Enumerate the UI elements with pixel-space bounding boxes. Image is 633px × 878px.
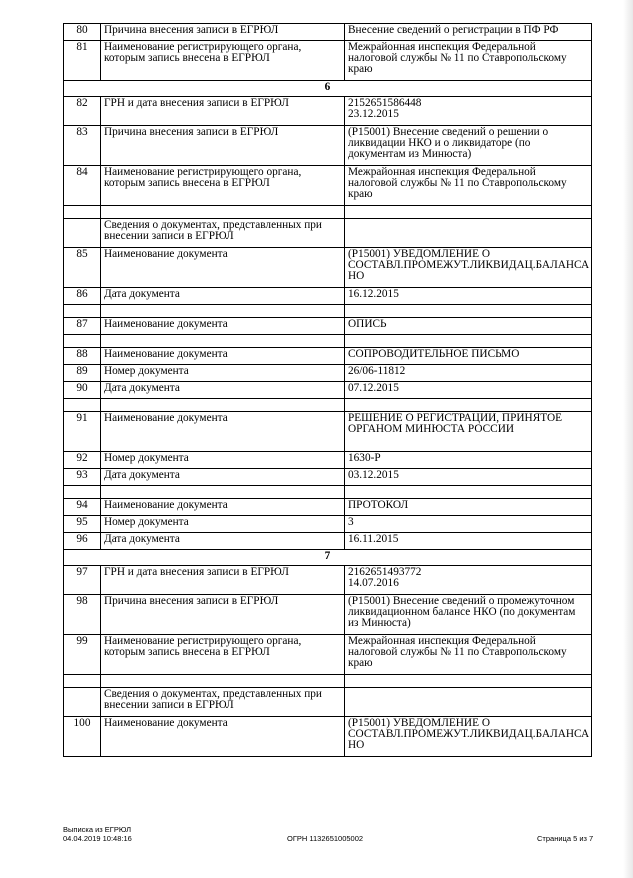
- section-header-row: [64, 550, 592, 566]
- field-label-cell: Дата документа: [101, 382, 345, 399]
- row-number-cell: 100: [64, 717, 101, 757]
- field-label-cell: Номер документа: [101, 365, 345, 382]
- field-value-cell: Межрайонная инспекция Федеральной налоговой службы № 11 по Ставропольскому краю: [345, 41, 592, 81]
- table-row: [64, 318, 592, 335]
- field-value-cell: 1630-Р: [345, 452, 592, 469]
- table-row: [64, 566, 592, 595]
- field-label-cell: Номер документа: [101, 516, 345, 533]
- spacer-cell: [101, 335, 345, 348]
- row-number-cell: 98: [64, 595, 101, 635]
- field-value-cell: 2162651493772 14.07.2016: [345, 566, 592, 595]
- field-label-cell: Дата документа: [101, 469, 345, 486]
- footer-ogrn: ОГРН 1132651005002: [287, 834, 364, 843]
- field-value-cell: (Р15001) Внесение сведений о промежуточном ликвидационном балансе НКО (по документам из Минюста): [345, 595, 592, 635]
- field-value-cell: Межрайонная инспекция Федеральной налоговой службы № 11 по Ставропольскому краю: [345, 635, 592, 675]
- spacer-cell: [345, 335, 592, 348]
- spacer-row: [64, 486, 592, 499]
- spacer-row: [64, 305, 592, 318]
- row-number-cell: 87: [64, 318, 101, 335]
- row-number-cell: 94: [64, 499, 101, 516]
- table-row: [64, 166, 592, 206]
- spacer-cell: [64, 675, 101, 688]
- table-row: [64, 348, 592, 365]
- spacer-row: [64, 399, 592, 412]
- field-value-cell: 16.12.2015: [345, 288, 592, 305]
- field-value-cell: Межрайонная инспекция Федеральной налоговой службы № 11 по Ставропольскому краю: [345, 166, 592, 206]
- table-row: [64, 499, 592, 516]
- row-number-cell: [64, 219, 101, 248]
- field-value-cell: 07.12.2015: [345, 382, 592, 399]
- spacer-cell: [101, 399, 345, 412]
- field-label-cell: Наименование документа: [101, 717, 345, 757]
- field-label-cell: Причина внесения записи в ЕГРЮЛ: [101, 126, 345, 166]
- row-number-cell: [64, 688, 101, 717]
- field-label-cell: Наименование регистрирующего органа, которым запись внесена в ЕГРЮЛ: [101, 635, 345, 675]
- field-label-cell: Номер документа: [101, 452, 345, 469]
- table-row: [64, 365, 592, 382]
- table-row: [64, 126, 592, 166]
- footer-page-number: Страница 5 из 7: [537, 834, 594, 843]
- table-row: [64, 382, 592, 399]
- field-label-cell: Дата документа: [101, 533, 345, 550]
- field-value-cell: 26/06-11812: [345, 365, 592, 382]
- row-number-cell: 82: [64, 97, 101, 126]
- field-label-cell: Наименование документа: [101, 412, 345, 452]
- table-row: [64, 452, 592, 469]
- spacer-row: [64, 335, 592, 348]
- row-number-cell: 96: [64, 533, 101, 550]
- field-label-cell: Сведения о документах, представленных при внесении записи в ЕГРЮЛ: [101, 688, 345, 717]
- row-number-cell: 93: [64, 469, 101, 486]
- spacer-cell: [345, 675, 592, 688]
- field-label-cell: Причина внесения записи в ЕГРЮЛ: [101, 595, 345, 635]
- spacer-cell: [64, 305, 101, 318]
- field-label-cell: Причина внесения записи в ЕГРЮЛ: [101, 24, 345, 41]
- field-value-cell: 16.11.2015: [345, 533, 592, 550]
- field-value-cell: 03.12.2015: [345, 469, 592, 486]
- row-number-cell: 84: [64, 166, 101, 206]
- table-row: [64, 219, 592, 248]
- page-edge-shadow: [623, 0, 633, 878]
- field-label-cell: Наименование регистрирующего органа, которым запись внесена в ЕГРЮЛ: [101, 41, 345, 81]
- table-row: [64, 24, 592, 41]
- footer-document-info: [63, 825, 132, 843]
- footer-document-name: Выписка из ЕГРЮЛ: [63, 825, 132, 834]
- spacer-cell: [101, 675, 345, 688]
- footer-timestamp: 04.04.2019 10:48:16: [63, 834, 132, 843]
- section-header-row: [64, 81, 592, 97]
- field-label-cell: Сведения о документах, представленных при внесении записи в ЕГРЮЛ: [101, 219, 345, 248]
- field-label-cell: Наименование документа: [101, 348, 345, 365]
- section-number: 6: [64, 81, 592, 97]
- table-row: [64, 248, 592, 288]
- field-label-cell: Наименование документа: [101, 248, 345, 288]
- row-number-cell: 92: [64, 452, 101, 469]
- field-value-cell: [345, 688, 592, 717]
- row-number-cell: 80: [64, 24, 101, 41]
- egrul-extract-table: [63, 23, 592, 757]
- field-value-cell: ОПИСЬ: [345, 318, 592, 335]
- spacer-cell: [101, 305, 345, 318]
- spacer-cell: [345, 206, 592, 219]
- table-row: [64, 516, 592, 533]
- spacer-cell: [101, 486, 345, 499]
- field-value-cell: (Р15001) УВЕДОМЛЕНИЕ О СОСТАВЛ.ПРОМЕЖУТ.ЛИКВИДАЦ.БАЛАНСА НО: [345, 717, 592, 757]
- table-row: [64, 533, 592, 550]
- spacer-cell: [64, 486, 101, 499]
- field-value-cell: [345, 219, 592, 248]
- spacer-cell: [64, 399, 101, 412]
- field-label-cell: Наименование регистрирующего органа, которым запись внесена в ЕГРЮЛ: [101, 166, 345, 206]
- spacer-cell: [101, 206, 345, 219]
- field-label-cell: Дата документа: [101, 288, 345, 305]
- spacer-cell: [64, 206, 101, 219]
- table-row: [64, 412, 592, 452]
- field-value-cell: 3: [345, 516, 592, 533]
- row-number-cell: 95: [64, 516, 101, 533]
- row-number-cell: 85: [64, 248, 101, 288]
- field-label-cell: Наименование документа: [101, 318, 345, 335]
- table-row: [64, 595, 592, 635]
- row-number-cell: 99: [64, 635, 101, 675]
- table-row: [64, 41, 592, 81]
- row-number-cell: 97: [64, 566, 101, 595]
- spacer-row: [64, 675, 592, 688]
- field-value-cell: (Р15001) Внесение сведений о решении о ликвидации НКО и о ликвидаторе (по документам из Минюста): [345, 126, 592, 166]
- field-value-cell: (Р15001) УВЕДОМЛЕНИЕ О СОСТАВЛ.ПРОМЕЖУТ.ЛИКВИДАЦ.БАЛАНСА НО: [345, 248, 592, 288]
- table-row: [64, 288, 592, 305]
- spacer-row: [64, 206, 592, 219]
- field-label-cell: ГРН и дата внесения записи в ЕГРЮЛ: [101, 97, 345, 126]
- row-number-cell: 83: [64, 126, 101, 166]
- row-number-cell: 88: [64, 348, 101, 365]
- field-label-cell: Наименование документа: [101, 499, 345, 516]
- row-number-cell: 81: [64, 41, 101, 81]
- spacer-cell: [345, 486, 592, 499]
- table-row: [64, 635, 592, 675]
- field-value-cell: РЕШЕНИЕ О РЕГИСТРАЦИИ, ПРИНЯТОЕ ОРГАНОМ МИНЮСТА РОССИИ: [345, 412, 592, 452]
- table-row: [64, 688, 592, 717]
- row-number-cell: 89: [64, 365, 101, 382]
- table-row: [64, 717, 592, 757]
- row-number-cell: 86: [64, 288, 101, 305]
- spacer-cell: [345, 399, 592, 412]
- spacer-cell: [345, 305, 592, 318]
- field-value-cell: 2152651586448 23.12.2015: [345, 97, 592, 126]
- field-value-cell: ПРОТОКОЛ: [345, 499, 592, 516]
- spacer-cell: [64, 335, 101, 348]
- row-number-cell: 90: [64, 382, 101, 399]
- table-row: [64, 469, 592, 486]
- row-number-cell: 91: [64, 412, 101, 452]
- field-value-cell: Внесение сведений о регистрации в ПФ РФ: [345, 24, 592, 41]
- field-value-cell: СОПРОВОДИТЕЛЬНОЕ ПИСЬМО: [345, 348, 592, 365]
- field-label-cell: ГРН и дата внесения записи в ЕГРЮЛ: [101, 566, 345, 595]
- section-number: 7: [64, 550, 592, 566]
- table-row: [64, 97, 592, 126]
